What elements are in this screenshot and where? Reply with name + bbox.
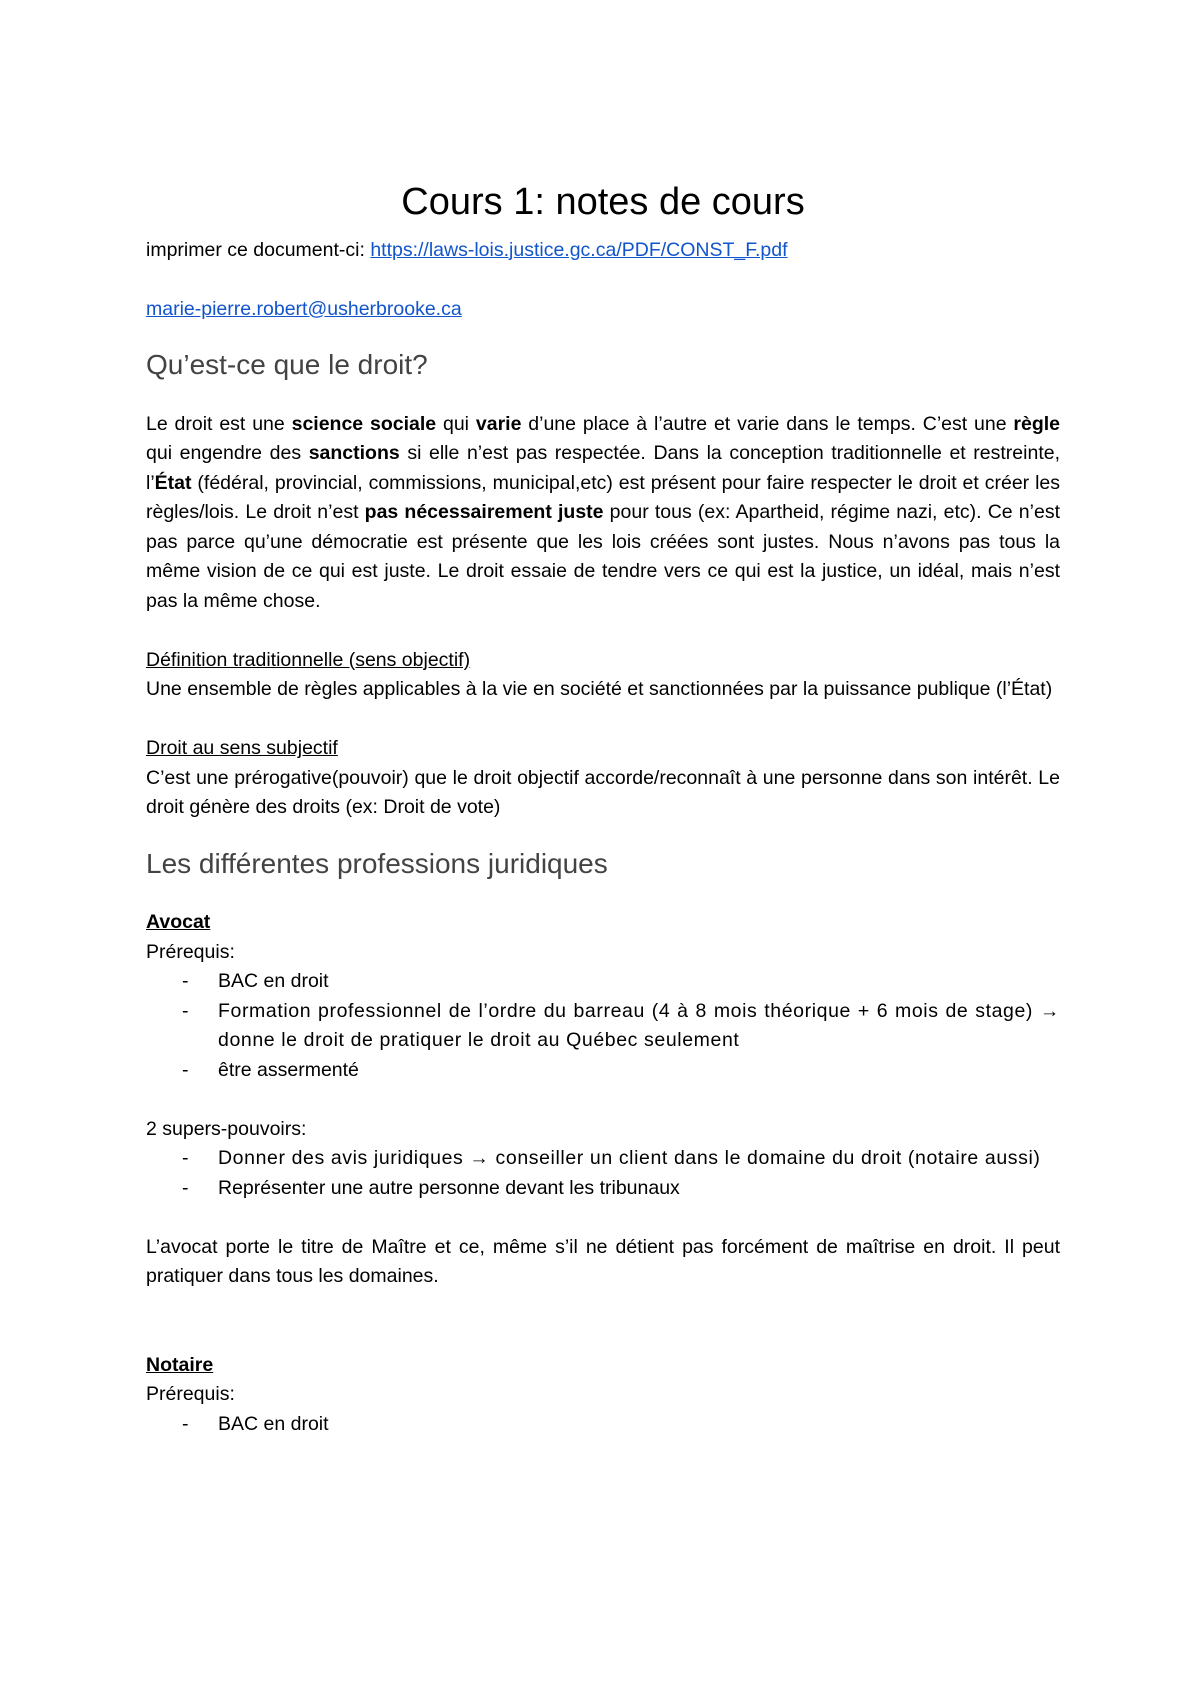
text-run: pour tous (ex: Apartheid, régime nazi, etc). Ce n’est pas parce qu’une démocratie est présente que les lois créées sont justes. Nous n’avons pas tous la même vision de ce qui est juste. Le droit essaie de tendre vers ce qui est la justice, un idéal, mais n’est pas la même chose. xyxy=(146,501,1060,612)
text-run: si elle n’est pas respectée. Dans la conception traditionnelle et restreinte, l’ xyxy=(146,442,1061,494)
spacer xyxy=(146,616,1060,646)
text-run: qui engendre des xyxy=(146,442,309,465)
section-heading-droit: Qu’est-ce que le droit? xyxy=(146,349,428,381)
avocat-prereq-list xyxy=(146,967,1060,1085)
list-item: - Représenter une autre personne devant les tribunaux xyxy=(218,1174,1060,1204)
droit-paragraph xyxy=(146,410,1060,617)
bold-run: règle xyxy=(1013,412,1061,435)
notaire-title: Notaire xyxy=(146,1353,214,1376)
print-instruction xyxy=(146,236,1060,266)
definition-text: Une ensemble de règles applicables à la vie en société et sanctionnées par la puissance publique (l’État) xyxy=(146,678,1053,701)
spacer xyxy=(146,1292,1060,1322)
email-link[interactable]: marie-pierre.robert@usherbrooke.ca xyxy=(146,297,462,320)
bold-run: varie xyxy=(475,412,522,435)
bold-run: sanctions xyxy=(308,442,400,465)
avocat-title: Avocat xyxy=(146,911,211,934)
text-run: (fédéral, provincial, commissions, municipal,etc) est présent pour faire respecter le droit et créer les règles/lois. Le droit n’est xyxy=(146,471,1060,524)
avocat-note: L’avocat porte le titre de Maître et ce, même s’il ne détient pas forcément de maîtrise en droit. Il peut pratiquer dans tous les domaines. xyxy=(146,1235,1060,1288)
spacer xyxy=(146,265,1060,295)
email-line xyxy=(146,295,1060,325)
text-run: Le droit est une xyxy=(146,412,292,435)
spacer xyxy=(146,1203,1060,1233)
list-item: - BAC en droit xyxy=(218,967,1060,997)
definition-title: Définition traditionnelle (sens objectif) xyxy=(146,648,471,671)
spacer xyxy=(146,705,1060,735)
document-title: Cours 1: notes de cours xyxy=(401,181,805,223)
text-run: qui xyxy=(436,412,476,435)
list-item: - BAC en droit xyxy=(218,1410,1060,1440)
subjective-text: C’est une prérogative(pouvoir) que le droit objectif accorde/reconnaît à une personne dans son intérêt. Le droit génère des droits (ex: Droit de vote) xyxy=(146,766,1060,819)
notaire-prereq-label: Prérequis: xyxy=(146,1383,235,1406)
notaire-prereq-list xyxy=(146,1410,1060,1440)
section-heading-professions: Les différentes professions juridiques xyxy=(146,847,608,879)
document-page xyxy=(146,180,1060,1439)
list-item: - Formation professionnel de l’ordre du barreau (4 à 8 mois théorique + 6 mois de stage) → donne le droit de pratiquer le droit au Québec seulement xyxy=(218,997,1060,1056)
print-link[interactable]: https://laws-lois.justice.gc.ca/PDF/CONST_F.pdf xyxy=(370,238,788,261)
bold-run: pas nécessairement juste xyxy=(364,501,604,524)
list-item: - Donner des avis juridiques → conseiller un client dans le domaine du droit (notaire aussi) xyxy=(218,1144,1060,1174)
spacer xyxy=(146,1321,1060,1351)
avocat-powers-label: 2 supers-pouvoirs: xyxy=(146,1117,307,1140)
bold-run: État xyxy=(154,471,192,494)
spacer xyxy=(146,1085,1060,1115)
list-item: - être assermenté xyxy=(218,1056,1060,1086)
print-prefix: imprimer ce document-ci: xyxy=(146,238,371,261)
avocat-powers-list xyxy=(146,1144,1060,1203)
subjective-title: Droit au sens subjectif xyxy=(146,737,338,760)
text-run: d’une place à l’autre et varie dans le temps. C’est une xyxy=(521,412,1014,435)
bold-run: science sociale xyxy=(291,412,437,435)
avocat-prereq-label: Prérequis: xyxy=(146,940,235,963)
